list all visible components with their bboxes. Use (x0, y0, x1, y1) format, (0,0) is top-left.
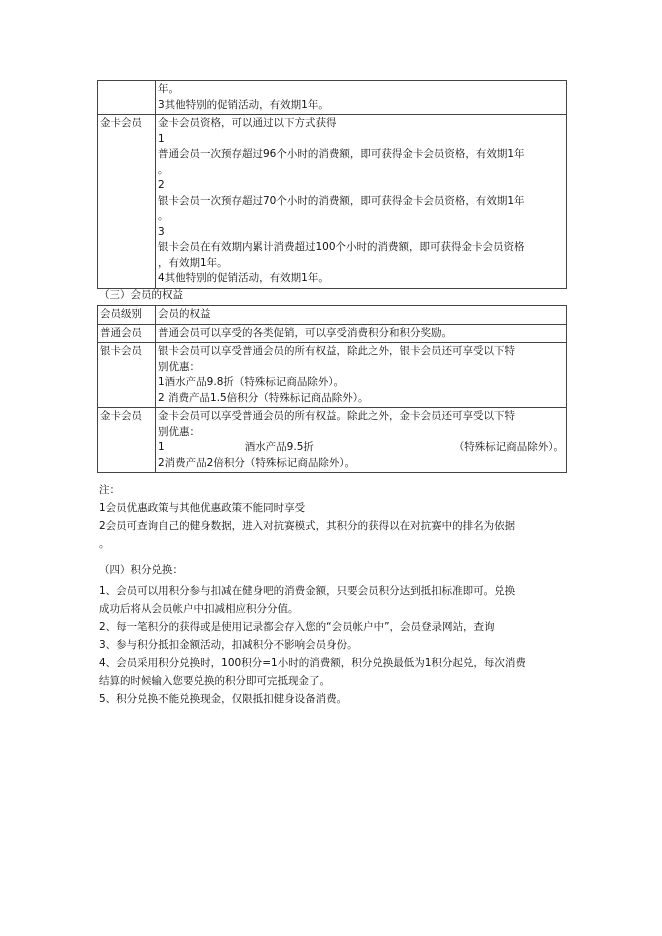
member-level-cell: 金卡会员 (98, 408, 156, 473)
cell-line: 2 (158, 179, 165, 191)
cell-line: 1 (158, 132, 165, 145)
note-item: 1会员优惠政策与其他优惠政策不能同时享受 (99, 502, 306, 514)
cell-line: 3其他特别的促销活动，有效期1年。 (158, 98, 329, 111)
cell-line: 银卡会员一次预存超过70个小时的消费额，即可获得金卡会员资格，有效期1年 (158, 194, 525, 207)
table-row (98, 324, 567, 343)
note-item: 。 (99, 538, 110, 550)
section-heading-benefits: （三）会员的权益 (99, 289, 183, 301)
member-level-cell (98, 81, 156, 115)
notes-block (99, 481, 515, 553)
column-header: 会员级别 (98, 306, 156, 325)
cell-line: 年。 (158, 83, 179, 95)
qualification-cell (156, 81, 567, 115)
rule-line: 4、会员采用积分兑换时，100积分=1小时的消费额，积分兑换最低为1积分起兑，每次消费 (99, 657, 526, 669)
cell-line: 普通会员一次预存超过96个小时的消费额，即可获得金卡会员资格，有效期1年 (158, 148, 525, 160)
member-level-cell: 银卡会员 (98, 343, 156, 408)
item-text: 酒水产品9.5折 (244, 441, 314, 453)
cell-line: 。 (158, 210, 169, 222)
table-row (98, 81, 567, 115)
cell-line: 2消费产品2倍积分（特殊标记商品除外）。 (158, 456, 356, 469)
notes-title: 注： (99, 484, 120, 496)
cell-line: 银卡会员在有效期内累计消费超过100个小时的消费额，即可获得金卡会员资格 (158, 241, 525, 253)
benefit-cell (156, 324, 567, 343)
cell-line-split (158, 440, 564, 456)
cell-line: 4其他特别的促销活动，有效期1年。 (158, 272, 329, 284)
cell-line: 1酒水产品9.8折（特殊标记商品除外）。 (158, 376, 345, 388)
table-row (98, 408, 567, 473)
rule-line: 1、会员可以用积分参与扣减在健身吧的消费金额，只要会员积分达到抵扣标准即可。兑换 (99, 585, 516, 597)
cell-line: 2 消费产品1.5倍积分（特殊标记商品除外）。 (158, 391, 369, 404)
rule-line: 5、积分兑换不能兑换现金，仅限抵扣健身设备消费。 (99, 693, 348, 705)
section-heading-points: （四）积分兑换： (99, 564, 183, 576)
cell-line: 别优惠： (158, 425, 200, 438)
membership-table-continued (97, 80, 567, 289)
benefit-cell (156, 408, 567, 473)
table-header-row (98, 306, 567, 325)
table-row (98, 343, 567, 408)
points-rules (99, 582, 526, 708)
benefit-cell (156, 343, 567, 408)
cell-line: 普通会员可以享受的各类促销，可以享受消费积分和积分奖励。 (158, 326, 452, 339)
cell-line: 别优惠： (158, 360, 200, 373)
cell-line: ，有效期1年。 (158, 256, 228, 269)
cell-line: 3 (158, 225, 165, 238)
cell-line: 银卡会员可以享受普通会员的所有权益，除此之外，银卡会员还可享受以下特 (158, 345, 515, 357)
item-note: （特殊标记商品除外）。 (453, 441, 564, 453)
benefits-table (97, 305, 567, 473)
rule-line: 成功后将从会员帐户中扣减相应积分分值。 (99, 603, 299, 615)
cell-line: 金卡会员资格，可以通过以下方式获得 (158, 117, 337, 129)
rule-line: 结算的时候输入您要兑换的积分即可完抵现金了。 (99, 675, 330, 687)
table-row (98, 115, 567, 289)
item-number: 1 (158, 441, 165, 453)
cell-line: 金卡会员可以享受普通会员的所有权益。除此之外，金卡会员还可享受以下特 (158, 410, 515, 422)
cell-line: 。 (158, 163, 169, 176)
qualification-cell (156, 115, 567, 289)
rule-line: 3、参与积分抵扣金额活动，扣减积分不影响会员身份。 (99, 639, 358, 651)
member-level-cell: 金卡会员 (98, 115, 156, 289)
column-header: 会员的权益 (156, 306, 567, 325)
rule-line: 2、每一笔积分的获得或是使用记录都会存入您的“会员帐户中”，会员登录网站，查询 (99, 621, 495, 633)
member-level-cell: 普通会员 (98, 324, 156, 343)
note-item: 2会员可查询自己的健身数据，进入对抗赛模式，其积分的获得以在对抗赛中的排名为依据 (99, 520, 516, 532)
